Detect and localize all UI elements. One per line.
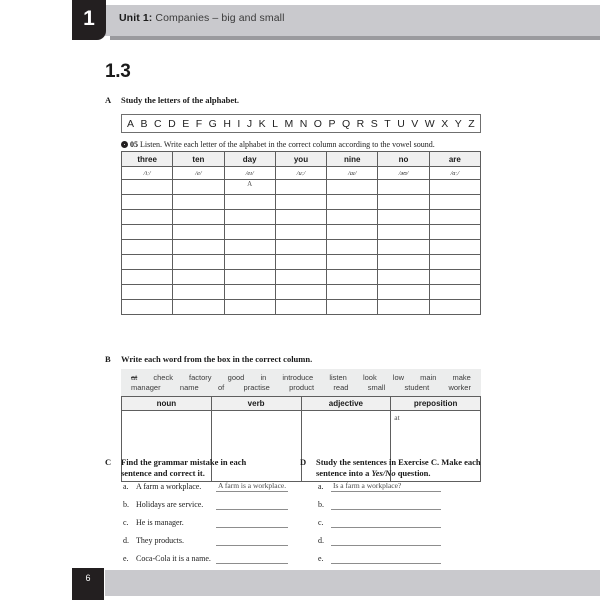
word-chip: in — [260, 373, 267, 382]
word-chip: low — [392, 373, 405, 382]
answer-cell[interactable] — [429, 210, 480, 225]
answer-cell[interactable] — [173, 300, 224, 315]
vowel-column-header: are — [429, 152, 480, 167]
page-header — [0, 0, 600, 44]
unit-title — [119, 12, 285, 24]
answer-cell[interactable] — [378, 240, 429, 255]
answer-cell[interactable] — [378, 255, 429, 270]
answer-cell[interactable] — [275, 225, 326, 240]
exercise-a-letter: A — [105, 95, 112, 105]
exercise-c-item-label: a. — [123, 482, 129, 491]
answer-cell[interactable] — [275, 270, 326, 285]
word-chip: manager — [131, 383, 161, 392]
footer-gray-bar — [105, 570, 600, 596]
alphabet-letter: Z — [468, 117, 475, 130]
alphabet-letter: S — [370, 117, 378, 130]
unit-title-bold: Unit 1: — [119, 12, 153, 24]
word-chip: of — [217, 383, 225, 392]
vowel-sound-table — [121, 151, 481, 315]
exercise-d-item-label: d. — [318, 536, 324, 545]
exercise-c-item-sentence: He is manager. — [136, 518, 184, 527]
alphabet-strip — [121, 114, 481, 133]
answer-cell[interactable] — [429, 270, 480, 285]
section-number: 1.3 — [105, 61, 131, 82]
answer-cell-filled[interactable]: A — [224, 180, 275, 195]
answer-cell[interactable] — [327, 225, 378, 240]
answer-cell[interactable] — [224, 255, 275, 270]
audio-instruction-line — [121, 140, 435, 149]
answer-cell[interactable] — [429, 225, 480, 240]
exercise-d-item-answer[interactable]: Is a farm a workplace? — [333, 481, 402, 490]
alphabet-letter: N — [299, 117, 308, 130]
exercise-d-item-label: b. — [318, 500, 324, 509]
answer-cell[interactable] — [275, 300, 326, 315]
answer-cell[interactable] — [224, 195, 275, 210]
pos-answer-cell-preposition[interactable]: at — [391, 411, 481, 482]
answer-cell[interactable] — [122, 210, 173, 225]
word-chip: introduce — [282, 373, 314, 382]
alphabet-letter: Q — [341, 117, 351, 130]
phonetic-symbol: /eɪ/ — [224, 167, 275, 180]
answer-cell[interactable] — [173, 285, 224, 300]
answer-cell[interactable] — [429, 180, 480, 195]
phonetic-row — [122, 167, 481, 180]
answer-cell[interactable] — [275, 255, 326, 270]
alphabet-letter: L — [272, 117, 278, 130]
word-chip: practise — [243, 383, 270, 392]
audio-instruction-text: Listen. Write each letter of the alphabet in the correct column according to the vowel sound. — [140, 140, 435, 149]
answer-cell[interactable] — [224, 210, 275, 225]
alphabet-letter: G — [208, 117, 217, 130]
answer-cell[interactable] — [327, 210, 378, 225]
answer-cell[interactable] — [378, 195, 429, 210]
table-header-row — [122, 397, 481, 411]
page-number-badge: 6 — [72, 568, 104, 600]
exercise-c-item-sentence: They products. — [136, 536, 184, 545]
alphabet-letter: A — [127, 117, 135, 130]
word-bank-row-1 — [131, 373, 471, 383]
alphabet-letter: U — [397, 117, 405, 130]
vowel-column-header: ten — [173, 152, 224, 167]
answer-cell[interactable] — [327, 255, 378, 270]
table-row — [122, 240, 481, 255]
answer-cell[interactable] — [173, 210, 224, 225]
alphabet-letter: D — [168, 117, 176, 130]
alphabet-letter: X — [441, 117, 449, 130]
answer-cell[interactable] — [275, 285, 326, 300]
answer-cell[interactable] — [327, 270, 378, 285]
exercise-c-item-answer[interactable]: A farm is a workplace. — [218, 481, 287, 490]
exercise-c-answer-line[interactable] — [216, 490, 288, 492]
answer-cell[interactable] — [429, 255, 480, 270]
exercise-d-answer-line[interactable] — [331, 508, 441, 510]
answer-cell[interactable] — [275, 210, 326, 225]
alphabet-letter: K — [258, 117, 266, 130]
exercise-d-answer-line[interactable] — [331, 490, 441, 492]
alphabet-letter: I — [237, 117, 241, 130]
table-row — [122, 285, 481, 300]
table-row — [122, 255, 481, 270]
exercise-d-letter: D — [300, 457, 307, 467]
exercise-c-item-label: c. — [123, 518, 129, 527]
answer-cell[interactable] — [327, 195, 378, 210]
unit-title-rest: Companies – big and small — [152, 12, 285, 24]
answer-cell[interactable] — [275, 240, 326, 255]
answer-cell[interactable] — [122, 300, 173, 315]
exercise-d-answer-line[interactable] — [331, 526, 441, 528]
alphabet-letter: H — [223, 117, 231, 130]
phonetic-symbol: /e/ — [173, 167, 224, 180]
answer-cell[interactable] — [122, 225, 173, 240]
answer-cell[interactable] — [378, 285, 429, 300]
exercise-d-instruction-italic: Yes/No — [371, 468, 396, 478]
phonetic-symbol: /əʊ/ — [378, 167, 429, 180]
vowel-column-header: day — [224, 152, 275, 167]
answer-cell[interactable] — [173, 180, 224, 195]
answer-cell[interactable] — [327, 285, 378, 300]
answer-cell[interactable] — [122, 285, 173, 300]
alphabet-letter: V — [411, 117, 419, 130]
answer-cell[interactable] — [122, 195, 173, 210]
vowel-column-header: three — [122, 152, 173, 167]
alphabet-letter: P — [328, 117, 336, 130]
answer-cell[interactable] — [327, 240, 378, 255]
word-bank-row-2 — [131, 383, 471, 393]
exercise-a-instruction: Study the letters of the alphabet. — [121, 95, 240, 105]
table-row — [122, 300, 481, 315]
answer-cell[interactable] — [173, 195, 224, 210]
table-row — [122, 180, 481, 195]
exercise-d-answer-line[interactable] — [331, 562, 441, 564]
pos-column-header: adjective — [301, 397, 391, 411]
word-chip: factory — [189, 373, 212, 382]
exercise-c-instruction: Find the grammar mistake in each sentence and correct it. — [121, 457, 247, 478]
alphabet-letter: J — [246, 117, 253, 130]
pos-column-header: verb — [211, 397, 301, 411]
answer-cell[interactable] — [224, 300, 275, 315]
alphabet-letter: Y — [454, 117, 462, 130]
answer-cell[interactable] — [122, 240, 173, 255]
word-chip: check — [153, 373, 173, 382]
vowel-column-header: you — [275, 152, 326, 167]
exercise-d-instruction-pre: sentence into a — [316, 468, 372, 478]
answer-cell[interactable] — [429, 300, 480, 315]
alphabet-letter: F — [195, 117, 203, 130]
phonetic-symbol: /uː/ — [275, 167, 326, 180]
word-chip: name — [179, 383, 199, 392]
answer-cell[interactable] — [275, 180, 326, 195]
pos-column-header: noun — [122, 397, 212, 411]
word-chip: listen — [329, 373, 347, 382]
answer-cell[interactable] — [429, 285, 480, 300]
table-row — [122, 225, 481, 240]
exercise-c-answer-line[interactable] — [216, 544, 288, 546]
answer-cell[interactable] — [122, 255, 173, 270]
vowel-column-header: nine — [327, 152, 378, 167]
answer-cell[interactable] — [378, 270, 429, 285]
answer-cell[interactable] — [173, 270, 224, 285]
word-chip: student — [404, 383, 430, 392]
alphabet-letter: O — [313, 117, 322, 130]
answer-cell[interactable] — [173, 255, 224, 270]
answer-cell[interactable] — [122, 180, 173, 195]
alphabet-letter: E — [182, 117, 190, 130]
audio-cd-icon — [121, 141, 128, 148]
exercise-d-instruction-line1: Study the sentences in Exercise C. Make each — [316, 457, 481, 467]
answer-cell[interactable] — [173, 225, 224, 240]
word-chip: small — [367, 383, 386, 392]
word-chip: worker — [448, 383, 471, 392]
alphabet-letter: T — [384, 117, 391, 130]
alphabet-letter: W — [424, 117, 435, 130]
phonetic-symbol: /aɪ/ — [327, 167, 378, 180]
answer-cell[interactable] — [429, 240, 480, 255]
unit-number-badge: 1 — [72, 0, 106, 40]
answer-cell[interactable] — [173, 240, 224, 255]
exercise-d-item-label: c. — [318, 518, 324, 527]
answer-cell[interactable] — [378, 300, 429, 315]
exercise-c-item-sentence: A farm a workplace. — [136, 482, 202, 491]
answer-cell[interactable] — [275, 195, 326, 210]
answer-cell[interactable] — [224, 270, 275, 285]
header-bar-shadow — [110, 36, 600, 40]
table-row — [122, 270, 481, 285]
alphabet-letter: B — [140, 117, 148, 130]
word-chip: main — [420, 373, 437, 382]
alphabet-letter: R — [356, 117, 365, 130]
exercise-b-letter: B — [105, 354, 111, 364]
answer-cell[interactable] — [378, 210, 429, 225]
word-bank-box — [121, 369, 481, 397]
exercise-b-instruction: Write each word from the box in the correct column. — [121, 354, 313, 364]
word-chip: make — [452, 373, 471, 382]
exercise-d-item-label: e. — [318, 554, 324, 563]
word-chip: product — [289, 383, 315, 392]
answer-cell[interactable] — [378, 180, 429, 195]
answer-cell[interactable] — [224, 240, 275, 255]
audio-track-number: 05 — [130, 140, 138, 149]
phonetic-symbol: /iː/ — [122, 167, 173, 180]
exercise-d-answer-line[interactable] — [331, 544, 441, 546]
table-header-row — [122, 152, 481, 167]
exercise-c-item-label: d. — [123, 536, 129, 545]
word-chip: good — [227, 373, 245, 382]
answer-cell[interactable] — [327, 180, 378, 195]
exercise-d-item-label: a. — [318, 482, 324, 491]
exercise-c-item-sentence: Coca-Cola it is a name. — [136, 554, 211, 563]
exercise-c-item-label: e. — [123, 554, 129, 563]
pos-column-header: preposition — [391, 397, 481, 411]
vowel-column-header: no — [378, 152, 429, 167]
phonetic-symbol: /ɑː/ — [429, 167, 480, 180]
exercise-d-instruction — [316, 457, 486, 479]
answer-cell[interactable] — [224, 285, 275, 300]
answer-cell[interactable] — [378, 225, 429, 240]
exercise-c-answer-line[interactable] — [216, 526, 288, 528]
exercise-d-instruction-post: question. — [395, 468, 431, 478]
alphabet-letter: C — [154, 117, 162, 130]
table-row — [122, 210, 481, 225]
answer-cell[interactable] — [429, 195, 480, 210]
exercise-c-item-sentence: Holidays are service. — [136, 500, 204, 509]
exercise-c-answer-line[interactable] — [216, 562, 288, 564]
answer-cell[interactable] — [327, 300, 378, 315]
word-chip: look — [362, 373, 377, 382]
table-row — [122, 195, 481, 210]
word-chip: read — [333, 383, 349, 392]
exercise-c-answer-line[interactable] — [216, 508, 288, 510]
alphabet-letter: M — [284, 117, 294, 130]
exercise-c-letter: C — [105, 457, 112, 467]
word-chip-struck: at — [131, 373, 138, 382]
exercise-c-item-label: b. — [123, 500, 129, 509]
answer-cell[interactable] — [224, 225, 275, 240]
answer-cell[interactable] — [122, 270, 173, 285]
